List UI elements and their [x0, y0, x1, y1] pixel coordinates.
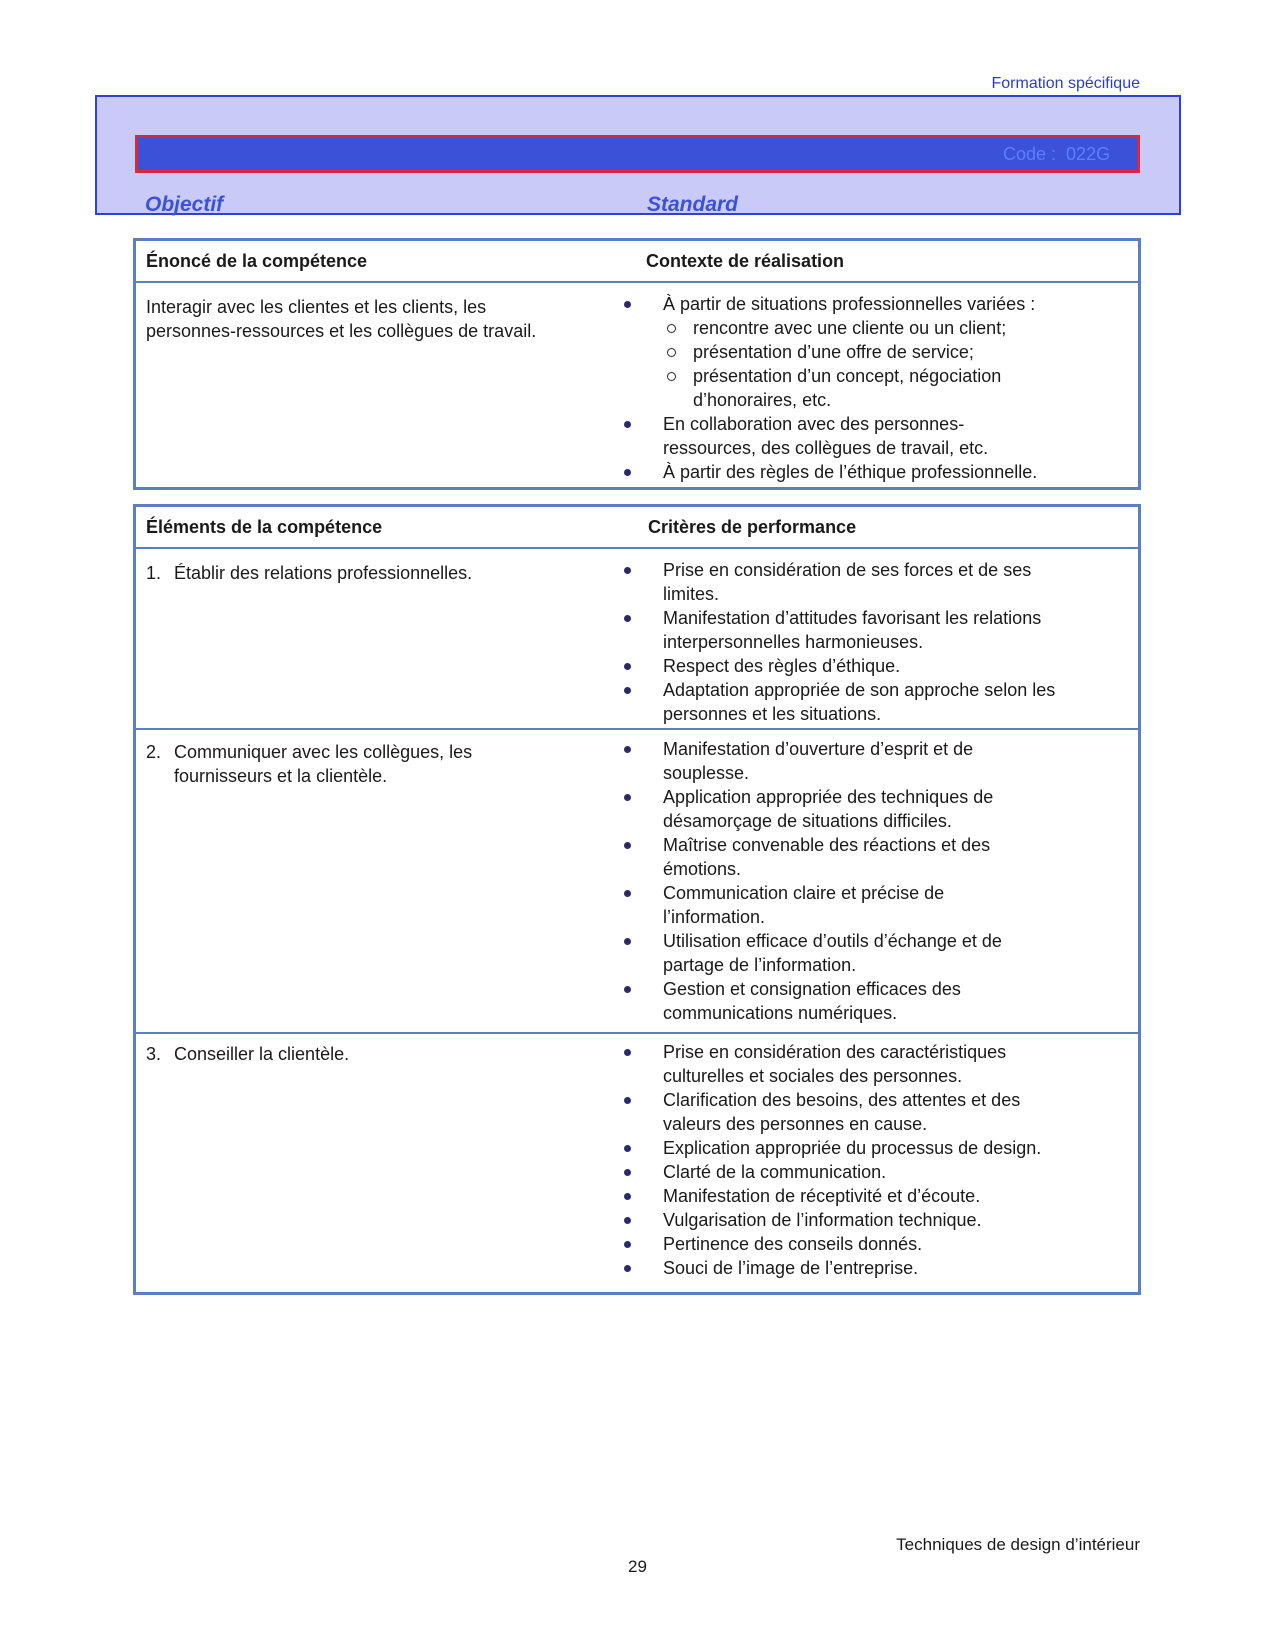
element-row-1: [136, 549, 1138, 730]
section-header: [136, 507, 1138, 549]
list-item: Explication appropriée du processus de design.: [621, 1136, 1091, 1160]
criteria-heading: Critères de performance: [648, 517, 857, 537]
list-item: Manifestation de réceptivité et d’écoute.: [621, 1184, 1091, 1208]
competency-code: [1003, 144, 1110, 165]
competency-statement: [146, 295, 606, 343]
criteria-list: [621, 1040, 1091, 1280]
standard-title: Standard: [647, 193, 739, 216]
statement-line: personnes-ressources et les collègues de travail.: [146, 321, 537, 341]
element-number: 1.: [146, 563, 162, 583]
element-text: [146, 1042, 606, 1066]
element-text: [146, 740, 606, 788]
list-item: À partir des règles de l’éthique professionnelle.: [621, 460, 1121, 484]
header-bar: [135, 135, 1140, 173]
code-label: Code :: [1003, 144, 1057, 164]
list-item: Manifestation d’attitudes favorisant les relations interpersonnelles harmonieuses.: [621, 606, 1091, 654]
list-item: Communication claire et précise de l’information.: [621, 881, 1003, 929]
element-label: Établir des relations professionnelles.: [174, 563, 473, 583]
page-number: 29: [628, 1557, 647, 1576]
list-item: Manifestation d’ouverture d’esprit et de souplesse.: [621, 737, 1023, 785]
list-item: Gestion et consignation efficaces des communications numériques.: [621, 977, 1013, 1025]
competency-statement-section: [133, 238, 1141, 490]
list-item: À partir de situations professionnelles variées :: [621, 292, 1121, 316]
list-item: Souci de l’image de l’entreprise.: [621, 1256, 1091, 1280]
list-item: Adaptation appropriée de son approche selon les personnes et les situations.: [621, 678, 1091, 726]
element-label: Communiquer avec les collègues, les: [174, 742, 473, 762]
criteria-list: [621, 737, 1031, 1025]
list-item: Pertinence des conseils donnés.: [621, 1232, 1091, 1256]
sub-list-item: présentation d’une offre de service;: [621, 340, 1121, 364]
sub-list-item: rencontre avec une cliente ou un client;: [621, 316, 1121, 340]
list-item: Maîtrise convenable des réactions et des émotions.: [621, 833, 1031, 881]
list-item: Respect des règles d’éthique.: [621, 654, 1091, 678]
element-number: 2.: [146, 742, 162, 762]
element-label: Conseiller la clientèle.: [174, 1044, 350, 1064]
element-row-3: [136, 1034, 1138, 1294]
criteria-list: [621, 558, 1091, 726]
context-heading: Contexte de réalisation: [646, 251, 845, 271]
element-label: fournisseurs et la clientèle.: [174, 766, 388, 786]
sub-list-item: présentation d’un concept, négociation d’honoraires, etc.: [621, 364, 1053, 412]
objectif-title: Objectif: [145, 193, 224, 216]
element-row-2: [136, 730, 1138, 1034]
code-value: 022G: [1066, 144, 1111, 164]
statement-row: [136, 283, 1138, 488]
list-item: Prise en considération de ses forces et de ses limites.: [621, 558, 1091, 606]
competency-elements-section: [133, 504, 1141, 1295]
list-item: Application appropriée des techniques de désamorçage de situations difficiles.: [621, 785, 1031, 833]
list-item: Prise en considération des caractéristiques culturelles et sociales des personnes.: [621, 1040, 1073, 1088]
element-number: 3.: [146, 1044, 162, 1064]
list-item: Clarté de la communication.: [621, 1160, 1091, 1184]
element-text: [146, 561, 606, 585]
statement-heading: Énoncé de la compétence: [146, 251, 368, 271]
top-label: Formation spécifique: [991, 75, 1140, 92]
elements-heading: Éléments de la compétence: [146, 517, 383, 537]
footer-program-title: Techniques de design d’intérieur: [896, 1535, 1140, 1554]
statement-line: Interagir avec les clientes et les clients, les: [146, 297, 487, 317]
list-item: En collaboration avec des personnes-ressources, des collègues de travail, etc.: [621, 412, 1023, 460]
list-item: Vulgarisation de l’information technique.: [621, 1208, 1091, 1232]
list-item: Clarification des besoins, des attentes et des valeurs des personnes en cause.: [621, 1088, 1073, 1136]
section-header: [136, 241, 1138, 283]
context-list: [621, 292, 1121, 484]
list-item: Utilisation efficace d’outils d’échange et de partage de l’information.: [621, 929, 1031, 977]
